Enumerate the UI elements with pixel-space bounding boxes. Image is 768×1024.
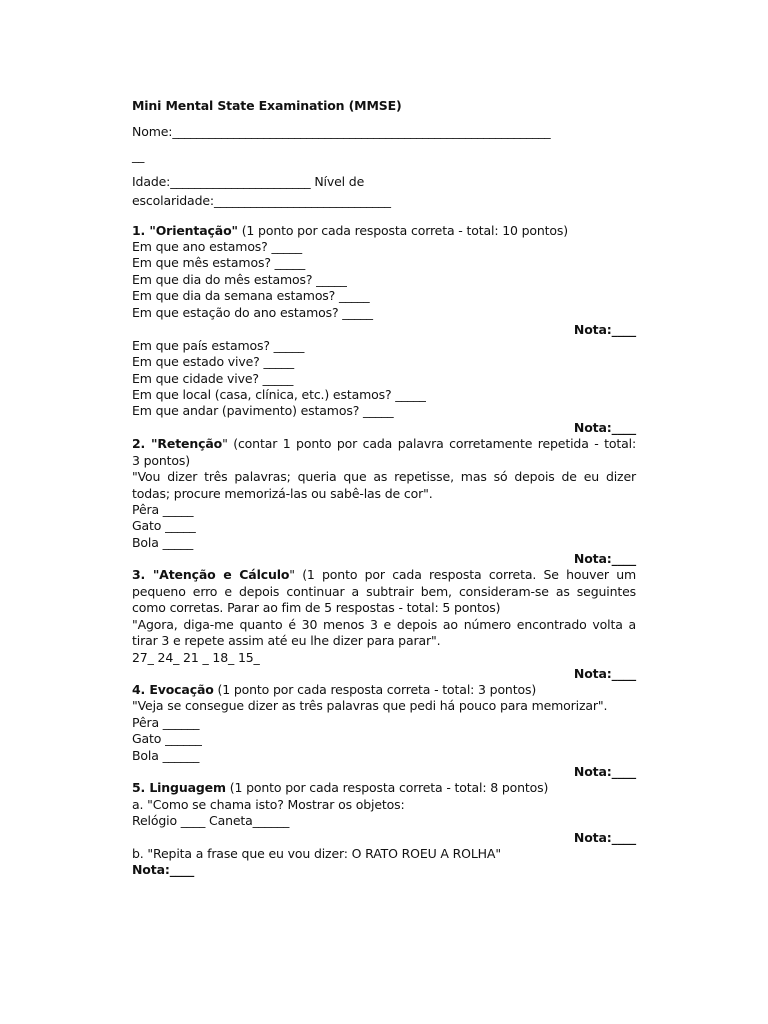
score-field	[132, 666, 636, 682]
score-field	[132, 322, 636, 338]
name-field-continuation: __	[132, 148, 145, 163]
word-item: Bola _____	[132, 535, 194, 550]
score-field	[132, 764, 636, 780]
section-1-heading	[132, 223, 636, 239]
question: Em que andar (pavimento) estamos? _____	[132, 403, 394, 418]
question: Em que local (casa, clínica, etc.) estamos? _____	[132, 387, 426, 402]
section-5b-instruction: b. "Repita a frase que eu vou dizer: O RATO ROEU A ROLHA"	[132, 846, 501, 861]
section-4-title: 4. Evocação	[132, 682, 214, 697]
section-4-desc: (1 ponto por cada resposta correta - total: 3 pontos)	[213, 682, 537, 697]
score-field	[132, 551, 636, 567]
word-item: Gato ______	[132, 731, 202, 746]
education-field: escolaridade:_____________________________	[132, 193, 391, 208]
score-label: Nota:____	[573, 420, 636, 435]
word-item: Gato _____	[132, 518, 196, 533]
section-2-desc-cont: 3 pontos)	[132, 453, 191, 468]
word-item: Bola ______	[132, 748, 200, 763]
score-label: Nota:____	[573, 764, 636, 779]
section-2-num: 2. "	[132, 436, 158, 451]
section-3-title: 3. "Atenção e Cálculo	[132, 567, 290, 582]
score-field-left	[132, 862, 636, 878]
section-3-desc-end: como corretas. Parar ao fim de 5 respostas - total: 5 pontos)	[132, 600, 501, 615]
section-2-instruction-cont: todas; procure memorizá-las ou sabê-las de cor".	[132, 486, 433, 501]
section-3-heading	[132, 567, 636, 583]
age-field: Idade:_______________________ Nível de	[132, 174, 365, 189]
score-field	[132, 830, 636, 846]
page-title: Mini Mental State Examination (MMSE)	[132, 98, 402, 113]
question: Em que cidade vive? _____	[132, 371, 294, 386]
section-5-desc: (1 ponto por cada resposta correta - total: 8 pontos)	[225, 780, 549, 795]
section-3-desc: " (1 ponto por cada resposta correta. Se houver um	[289, 567, 636, 582]
section-4-heading	[132, 682, 636, 698]
section-1-desc: (1 ponto por cada resposta correta - total: 10 pontos)	[237, 223, 569, 238]
question: Em que dia da semana estamos? _____	[132, 288, 370, 303]
name-field: Nome:______________________________________________________________	[132, 124, 551, 139]
score-label: Nota:____	[573, 666, 636, 681]
word-item: Pêra _____	[132, 502, 194, 517]
question: Em que mês estamos? _____	[132, 255, 306, 270]
section-2-title: Retenção	[157, 436, 223, 451]
section-2-heading	[132, 436, 636, 452]
word-item: Pêra ______	[132, 715, 200, 730]
score-label: Nota:____	[573, 830, 636, 845]
section-3-instruction-cont: tirar 3 e repete assim até eu lhe dizer para parar".	[132, 633, 441, 648]
section-4-instruction: "Veja se consegue dizer as três palavras que pedi há pouco para memorizar".	[132, 698, 608, 713]
section-1-title: 1. "Orientação"	[132, 223, 238, 238]
calculation-sequence: 27_ 24_ 21 _ 18_ 15_	[132, 650, 260, 665]
section-2-desc: " (contar 1 ponto por cada palavra corretamente repetida - total:	[222, 436, 637, 451]
section-5-title: 5. Linguagem	[132, 780, 226, 795]
question: Em que estação do ano estamos? _____	[132, 305, 373, 320]
question: Em que estado vive? _____	[132, 354, 294, 369]
section-5-heading	[132, 780, 636, 796]
section-3-instruction: "Agora, diga-me quanto é 30 menos 3 e depois ao número encontrado volta a	[132, 617, 636, 632]
score-label: Nota:____	[573, 322, 636, 337]
score-label: Nota:____	[132, 862, 195, 877]
section-5a-instruction: a. "Como se chama isto? Mostrar os objetos:	[132, 797, 405, 812]
section-5a-items: Relógio ____ Caneta______	[132, 813, 290, 828]
score-field	[132, 420, 636, 436]
question: Em que ano estamos? _____	[132, 239, 302, 254]
score-label: Nota:____	[573, 551, 636, 566]
section-3-desc-cont: pequeno erro e depois continuar a subtrair bem, consideram-se as seguintes	[132, 584, 636, 599]
question: Em que dia do mês estamos? _____	[132, 272, 347, 287]
section-2-instruction: "Vou dizer três palavras; queria que as repetisse, mas só depois de eu dizer	[132, 469, 636, 484]
question: Em que país estamos? _____	[132, 338, 305, 353]
